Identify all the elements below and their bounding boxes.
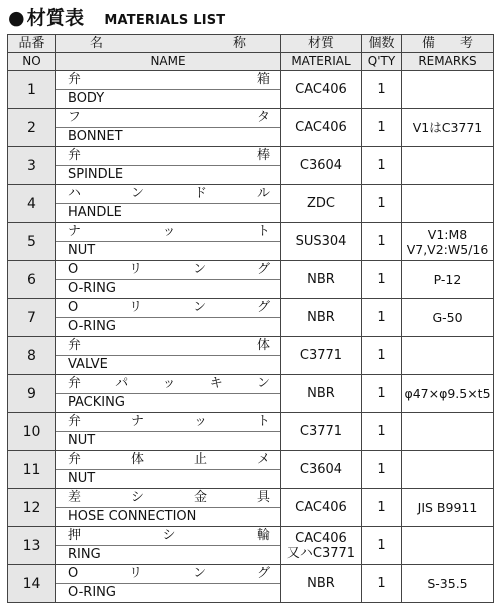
part-number: 4 — [8, 185, 56, 223]
header-qty-jp: 個数 — [362, 35, 402, 53]
header-name-en: NAME — [56, 53, 281, 71]
part-name-cell — [56, 109, 281, 147]
remarks-line-1: V1:M8 — [427, 226, 468, 242]
part-name-jp-char: ド — [193, 186, 207, 201]
part-name-cell — [56, 299, 281, 337]
material-line-1: CAC406 — [295, 530, 347, 546]
part-name-jp — [56, 223, 280, 242]
remarks-cell: G-50 — [402, 299, 494, 337]
part-name-jp — [56, 565, 280, 584]
part-name-cell — [56, 185, 281, 223]
part-number: 12 — [8, 489, 56, 527]
part-name-jp-char: ハ — [68, 186, 82, 201]
header-name-jp-2: 称 — [232, 36, 246, 51]
header-remarks-jp-2: 考 — [459, 36, 473, 51]
part-number: 9 — [8, 375, 56, 413]
part-name-jp-char: 押 — [68, 528, 82, 543]
table-row — [8, 185, 494, 223]
part-name-en: HOSE CONNECTION — [68, 509, 197, 524]
part-name-jp-char: 差 — [68, 490, 82, 505]
part-name-jp — [56, 375, 280, 394]
table-row — [8, 71, 494, 109]
quantity-cell: 1 — [362, 261, 402, 299]
table-row — [8, 261, 494, 299]
part-name-en: BONNET — [68, 129, 123, 144]
part-name-jp — [56, 413, 280, 432]
title-en: MATERIALS LIST — [104, 13, 226, 28]
part-name-jp-char: フ — [68, 110, 82, 125]
table-row — [8, 109, 494, 147]
header-remarks-jp — [402, 35, 494, 53]
part-name-jp-char: グ — [256, 566, 270, 581]
header-qty-en: Q'TY — [362, 53, 402, 71]
quantity-cell: 1 — [362, 527, 402, 565]
part-name-jp-char: 体 — [256, 338, 270, 353]
material-cell: CAC406 — [281, 489, 362, 527]
part-name-jp-char: メ — [256, 452, 270, 467]
part-name-jp-char: 止 — [193, 452, 207, 467]
part-name-jp-char: 棒 — [256, 148, 270, 163]
header-remarks-jp-1: 備 — [422, 36, 436, 51]
material-cell: NBR — [281, 299, 362, 337]
part-name-jp — [56, 451, 280, 470]
part-name-cell — [56, 527, 281, 565]
part-name-jp-char: ン — [193, 566, 207, 581]
part-name-jp-char: O — [68, 566, 79, 581]
part-name-jp-char: 弁 — [68, 148, 82, 163]
part-name-jp — [56, 261, 280, 280]
remarks-cell — [402, 185, 494, 223]
part-name-en: PACKING — [68, 395, 125, 410]
part-name-cell — [56, 71, 281, 109]
part-name-jp-char: 弁 — [68, 72, 82, 87]
header-no-en: NO — [8, 53, 56, 71]
part-number: 5 — [8, 223, 56, 261]
part-name-jp-char: ン — [193, 300, 207, 315]
part-name-jp-char: 弁 — [68, 376, 82, 391]
header-name-jp — [56, 35, 281, 53]
part-name-jp-char: ト — [256, 414, 270, 429]
part-name-cell — [56, 261, 281, 299]
table-row — [8, 565, 494, 603]
part-name-en: BODY — [68, 91, 105, 106]
part-name-jp — [56, 147, 280, 166]
quantity-cell: 1 — [362, 109, 402, 147]
material-cell: C3604 — [281, 147, 362, 185]
remarks-cell: φ47×φ9.5×t5 — [402, 375, 494, 413]
part-name-jp-char: リ — [129, 566, 143, 581]
material-cell — [281, 527, 362, 565]
part-name-cell — [56, 375, 281, 413]
material-cell: NBR — [281, 565, 362, 603]
part-name-en: HANDLE — [68, 205, 122, 220]
part-name-jp — [56, 299, 280, 318]
part-name-jp-char: 体 — [130, 452, 144, 467]
part-name-jp-char: ル — [256, 186, 270, 201]
table-row — [8, 223, 494, 261]
remarks-cell: JIS B9911 — [402, 489, 494, 527]
part-number: 6 — [8, 261, 56, 299]
part-name-jp — [56, 489, 280, 508]
material-cell: C3604 — [281, 451, 362, 489]
quantity-cell: 1 — [362, 489, 402, 527]
remarks-cell — [402, 223, 494, 261]
part-name-cell — [56, 413, 281, 451]
part-name-en: NUT — [68, 433, 96, 448]
part-number: 7 — [8, 299, 56, 337]
quantity-cell: 1 — [362, 451, 402, 489]
part-name-en: NUT — [68, 471, 96, 486]
table-row — [8, 527, 494, 565]
material-cell: ZDC — [281, 185, 362, 223]
remarks-cell — [402, 337, 494, 375]
part-name-en: RING — [68, 547, 101, 562]
header-name-jp-1: 名 — [90, 36, 104, 51]
material-line-2: 又ハC3771 — [286, 545, 356, 561]
remarks-line-2: V7,V2:W5/16 — [406, 241, 489, 257]
quantity-cell: 1 — [362, 185, 402, 223]
part-name-jp-char: シ — [162, 528, 176, 543]
table-row — [8, 147, 494, 185]
part-name-jp-char: パ — [115, 376, 129, 391]
part-name-jp-char: リ — [129, 300, 143, 315]
part-name-jp-char: グ — [256, 262, 270, 277]
remarks-cell — [402, 527, 494, 565]
quantity-cell: 1 — [362, 375, 402, 413]
part-name-jp — [56, 109, 280, 128]
part-number: 2 — [8, 109, 56, 147]
part-name-jp — [56, 337, 280, 356]
header-remarks-en: REMARKS — [402, 53, 494, 71]
part-number: 14 — [8, 565, 56, 603]
quantity-cell: 1 — [362, 223, 402, 261]
part-name-jp-char: 弁 — [68, 452, 82, 467]
table-row — [8, 299, 494, 337]
part-number: 13 — [8, 527, 56, 565]
material-cell: NBR — [281, 375, 362, 413]
quantity-cell: 1 — [362, 413, 402, 451]
quantity-cell: 1 — [362, 299, 402, 337]
part-name-jp-char: 弁 — [68, 338, 82, 353]
part-name-jp-char: 金 — [193, 490, 207, 505]
page-title — [8, 5, 225, 31]
part-number: 8 — [8, 337, 56, 375]
part-name-jp-char: タ — [256, 110, 270, 125]
material-cell: SUS304 — [281, 223, 362, 261]
part-name-jp-char: ッ — [193, 414, 207, 429]
material-cell: CAC406 — [281, 71, 362, 109]
part-name-jp-char: 具 — [256, 490, 270, 505]
part-name-jp-char: O — [68, 262, 79, 277]
part-name-jp-char: シ — [130, 490, 144, 505]
remarks-cell — [402, 451, 494, 489]
part-name-jp-char: 弁 — [68, 414, 82, 429]
part-name-en: O-RING — [68, 281, 116, 296]
part-name-cell — [56, 565, 281, 603]
remarks-cell: P-12 — [402, 261, 494, 299]
part-name-jp-char: リ — [129, 262, 143, 277]
part-name-jp-char: O — [68, 300, 79, 315]
part-number: 11 — [8, 451, 56, 489]
part-number: 1 — [8, 71, 56, 109]
part-name-jp — [56, 71, 280, 90]
part-name-jp-char: ン — [256, 376, 270, 391]
material-cell: CAC406 — [281, 109, 362, 147]
remarks-cell: S-35.5 — [402, 565, 494, 603]
part-name-cell — [56, 337, 281, 375]
remarks-cell — [402, 413, 494, 451]
header-material-en: MATERIAL — [281, 53, 362, 71]
header-row-jp — [8, 35, 494, 53]
part-name-jp-char: 箱 — [256, 72, 270, 87]
quantity-cell: 1 — [362, 71, 402, 109]
material-cell: C3771 — [281, 413, 362, 451]
remarks-cell: V1はC3771 — [402, 109, 494, 147]
part-number: 3 — [8, 147, 56, 185]
part-name-jp-char: グ — [256, 300, 270, 315]
remarks-cell — [402, 147, 494, 185]
part-name-jp — [56, 185, 280, 204]
part-name-cell — [56, 451, 281, 489]
table-row — [8, 337, 494, 375]
part-name-en: VALVE — [68, 357, 108, 372]
table-row — [8, 489, 494, 527]
part-name-cell — [56, 223, 281, 261]
table-row — [8, 451, 494, 489]
part-name-cell — [56, 147, 281, 185]
table-row — [8, 413, 494, 451]
quantity-cell: 1 — [362, 147, 402, 185]
part-name-en: O-RING — [68, 319, 116, 334]
header-material-jp: 材質 — [281, 35, 362, 53]
part-name-jp — [56, 527, 280, 546]
title-bullet: ● — [8, 7, 25, 29]
quantity-cell: 1 — [362, 565, 402, 603]
part-name-jp-char: キ — [209, 376, 223, 391]
part-name-jp-char: ッ — [162, 376, 176, 391]
header-row-en — [8, 53, 494, 71]
material-cell: NBR — [281, 261, 362, 299]
part-number: 10 — [8, 413, 56, 451]
part-name-cell — [56, 489, 281, 527]
part-name-jp-char: 輪 — [256, 528, 270, 543]
material-cell: C3771 — [281, 337, 362, 375]
part-name-en: O-RING — [68, 585, 116, 600]
remarks-cell — [402, 71, 494, 109]
part-name-en: NUT — [68, 243, 96, 258]
part-name-jp-char: ッ — [162, 224, 176, 239]
materials-table — [7, 34, 494, 603]
part-name-jp-char: ナ — [68, 224, 82, 239]
part-name-jp-char: ナ — [130, 414, 144, 429]
title-jp: 材質表 — [26, 7, 85, 29]
part-name-en: SPINDLE — [68, 167, 124, 182]
header-no-jp: 品番 — [8, 35, 56, 53]
table-row — [8, 375, 494, 413]
part-name-jp-char: ン — [193, 262, 207, 277]
part-name-jp-char: ト — [256, 224, 270, 239]
quantity-cell: 1 — [362, 337, 402, 375]
part-name-jp-char: ン — [130, 186, 144, 201]
